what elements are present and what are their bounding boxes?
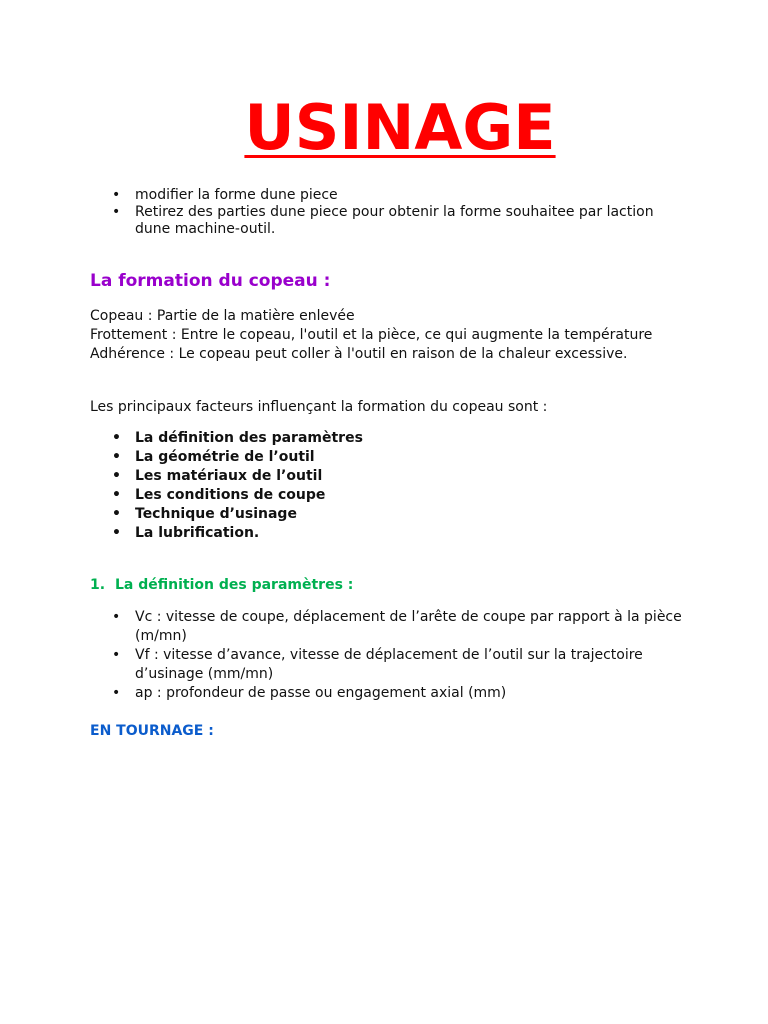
- parameter-item-vc: • Vc : vitesse de coupe, déplacement de l’arête de coupe par rapport à la pièce (m/mn): [90, 608, 690, 646]
- subsection-label: La définition des paramètres :: [115, 577, 354, 593]
- subsection-number: 1.: [90, 577, 106, 593]
- factor-item: • Technique d’usinage: [90, 505, 690, 524]
- definitions-block: [90, 307, 750, 364]
- subsection-heading-parametres: [90, 576, 353, 595]
- factor-item: • La définition des paramètres: [90, 429, 690, 448]
- document-title-text: USINAGE: [244, 91, 556, 164]
- intro-bullet-item: • modifier la forme dune piece: [90, 187, 690, 204]
- turning-heading: EN TOURNAGE :: [90, 723, 214, 739]
- factor-item: • La lubrification.: [90, 524, 690, 543]
- parameter-item-vf: • Vf : vitesse d’avance, vitesse de déplacement de l’outil sur la trajectoire d’usinage (mm/mn): [90, 646, 690, 684]
- factors-intro-text: Les principaux facteurs influençant la formation du copeau sont :: [90, 399, 548, 415]
- section-heading-copeau: La formation du copeau :: [90, 271, 331, 291]
- parameters-bullet-list: [90, 608, 690, 703]
- definition-adherence: Adhérence : Le copeau peut coller à l'outil en raison de la chaleur excessive.: [90, 346, 628, 362]
- factor-item: • Les matériaux de l’outil: [90, 467, 690, 486]
- factor-item: • Les conditions de coupe: [90, 486, 690, 505]
- intro-bullet-list: [90, 187, 690, 238]
- definition-frottement: Frottement : Entre le copeau, l'outil et la pièce, ce qui augmente la température: [90, 327, 653, 343]
- parameter-item-ap: • ap : profondeur de passe ou engagement axial (mm): [90, 684, 690, 703]
- document-title: [0, 92, 768, 164]
- factor-item: • La géométrie de l’outil: [90, 448, 690, 467]
- intro-bullet-item: • Retirez des parties dune piece pour obtenir la forme souhaitee par laction dune machine-outil.: [90, 204, 690, 238]
- definition-copeau: Copeau : Partie de la matière enlevée: [90, 308, 355, 324]
- factors-bullet-list: [90, 429, 690, 543]
